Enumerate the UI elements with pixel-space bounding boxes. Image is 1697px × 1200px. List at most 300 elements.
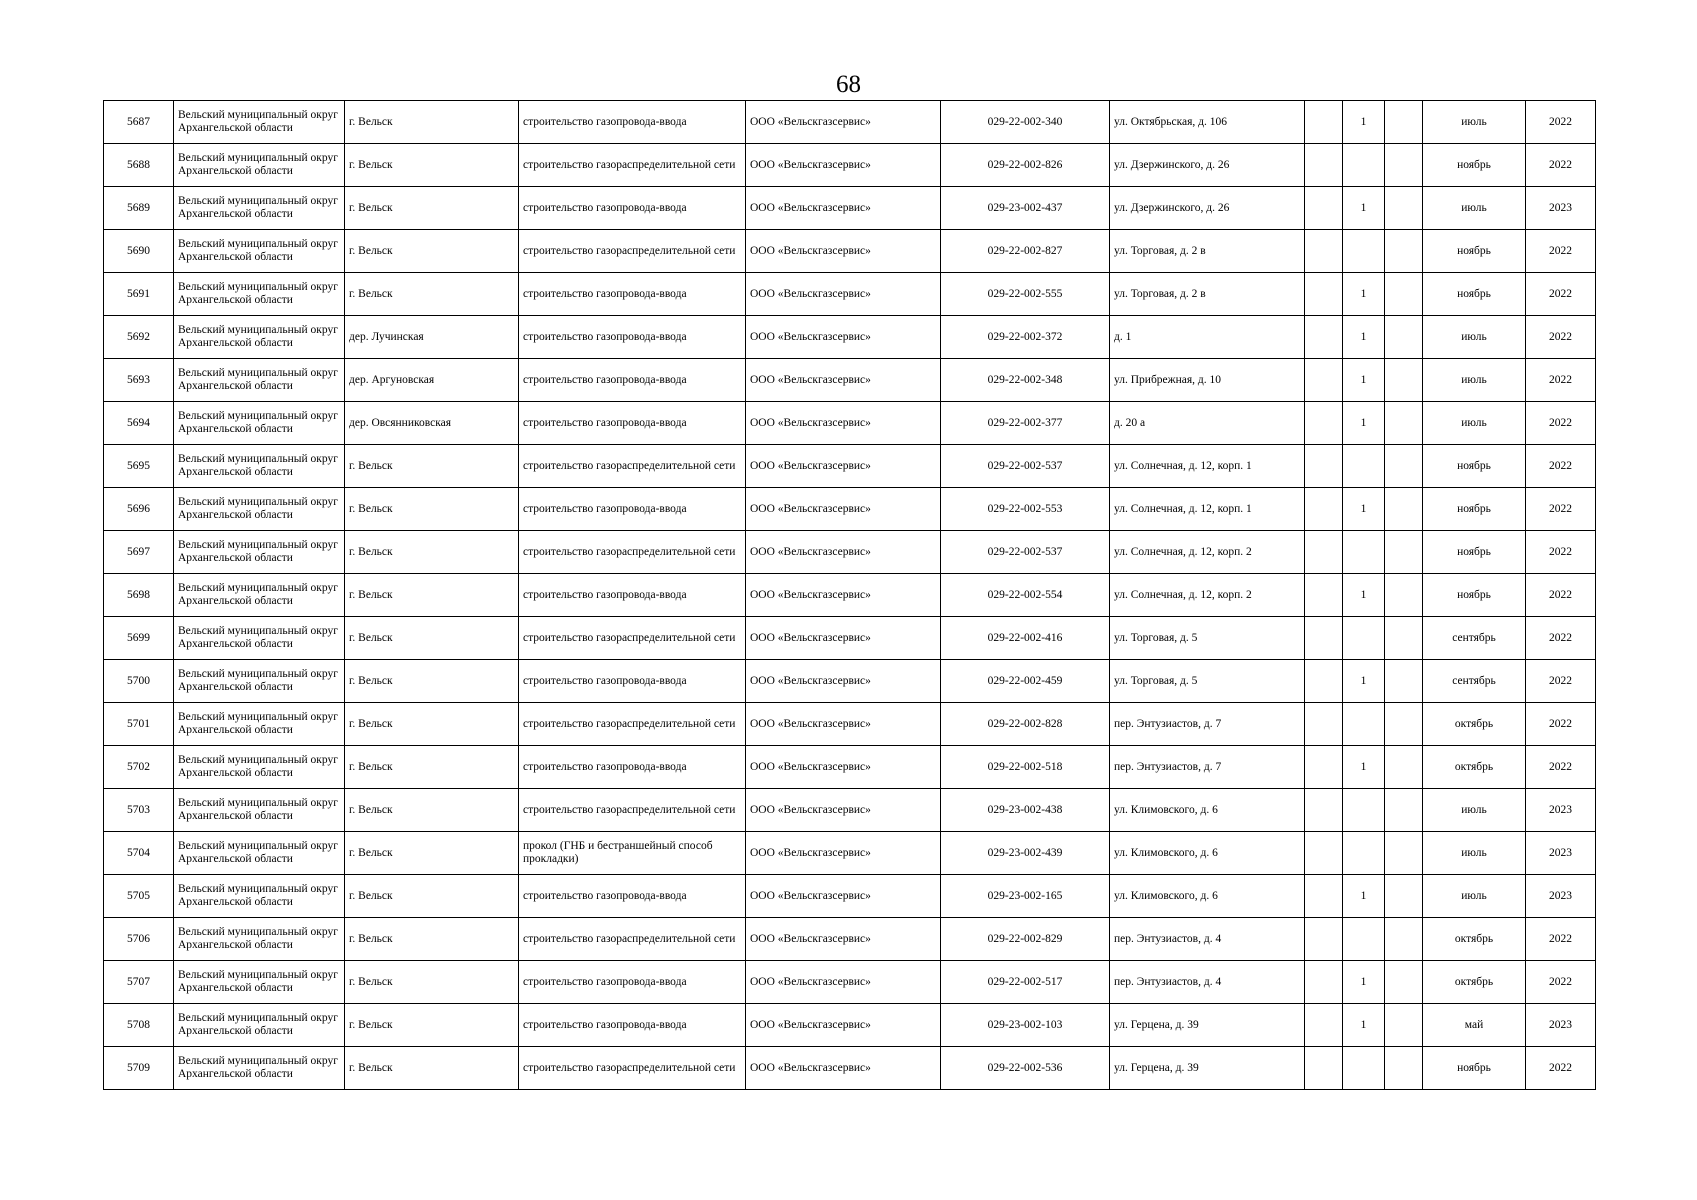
- empty-cell: [1385, 144, 1423, 187]
- table-row: [104, 488, 1596, 531]
- district-cell: Вельский муниципальный округ Архангельской области: [174, 574, 345, 617]
- district-cell: Вельский муниципальный округ Архангельской области: [174, 746, 345, 789]
- district-cell: Вельский муниципальный округ Архангельской области: [174, 1004, 345, 1047]
- object-code-cell: 029-22-002-554: [941, 574, 1110, 617]
- address-cell: ул. Солнечная, д. 12, корп. 1: [1110, 488, 1305, 531]
- address-cell: ул. Октябрьская, д. 106: [1110, 101, 1305, 144]
- work-type-cell: строительство газопровода-ввода: [519, 359, 746, 402]
- year-cell: 2022: [1526, 445, 1596, 488]
- quantity-cell: [1343, 144, 1385, 187]
- address-cell: ул. Торговая, д. 5: [1110, 617, 1305, 660]
- year-cell: 2022: [1526, 230, 1596, 273]
- empty-cell: [1305, 488, 1343, 531]
- month-cell: ноябрь: [1423, 531, 1526, 574]
- work-type-cell: строительство газопровода-ввода: [519, 875, 746, 918]
- object-code-cell: 029-22-002-827: [941, 230, 1110, 273]
- settlement-cell: г. Вельск: [345, 187, 519, 230]
- address-cell: ул. Климовского, д. 6: [1110, 789, 1305, 832]
- row-number: 5703: [104, 789, 174, 832]
- settlement-cell: г. Вельск: [345, 703, 519, 746]
- work-type-cell: строительство газопровода-ввода: [519, 402, 746, 445]
- empty-cell: [1385, 359, 1423, 402]
- year-cell: 2022: [1526, 273, 1596, 316]
- settlement-cell: г. Вельск: [345, 918, 519, 961]
- empty-cell: [1385, 875, 1423, 918]
- address-cell: ул. Торговая, д. 5: [1110, 660, 1305, 703]
- empty-cell: [1385, 316, 1423, 359]
- settlement-cell: г. Вельск: [345, 875, 519, 918]
- object-code-cell: 029-22-002-537: [941, 531, 1110, 574]
- object-code-cell: 029-22-002-372: [941, 316, 1110, 359]
- quantity-cell: 1: [1343, 187, 1385, 230]
- month-cell: ноябрь: [1423, 488, 1526, 531]
- organization-cell: ООО «Вельскгазсервис»: [746, 660, 941, 703]
- empty-cell: [1385, 445, 1423, 488]
- quantity-cell: [1343, 531, 1385, 574]
- organization-cell: ООО «Вельскгазсервис»: [746, 1004, 941, 1047]
- row-number: 5689: [104, 187, 174, 230]
- year-cell: 2022: [1526, 574, 1596, 617]
- empty-cell: [1385, 273, 1423, 316]
- address-cell: ул. Торговая, д. 2 в: [1110, 230, 1305, 273]
- organization-cell: ООО «Вельскгазсервис»: [746, 1047, 941, 1090]
- table-row: [104, 574, 1596, 617]
- empty-cell: [1305, 1004, 1343, 1047]
- work-type-cell: строительство газораспределительной сети: [519, 789, 746, 832]
- object-code-cell: 029-22-002-340: [941, 101, 1110, 144]
- row-number: 5690: [104, 230, 174, 273]
- empty-cell: [1305, 703, 1343, 746]
- registry-table: [103, 100, 1596, 1090]
- object-code-cell: 029-22-002-829: [941, 918, 1110, 961]
- month-cell: ноябрь: [1423, 445, 1526, 488]
- organization-cell: ООО «Вельскгазсервис»: [746, 875, 941, 918]
- row-number: 5692: [104, 316, 174, 359]
- row-number: 5691: [104, 273, 174, 316]
- work-type-cell: строительство газопровода-ввода: [519, 101, 746, 144]
- address-cell: ул. Климовского, д. 6: [1110, 875, 1305, 918]
- quantity-cell: [1343, 1047, 1385, 1090]
- organization-cell: ООО «Вельскгазсервис»: [746, 101, 941, 144]
- row-number: 5704: [104, 832, 174, 875]
- month-cell: ноябрь: [1423, 230, 1526, 273]
- district-cell: Вельский муниципальный округ Архангельской области: [174, 1047, 345, 1090]
- quantity-cell: 1: [1343, 574, 1385, 617]
- month-cell: ноябрь: [1423, 144, 1526, 187]
- empty-cell: [1305, 1047, 1343, 1090]
- table-row: [104, 316, 1596, 359]
- object-code-cell: 029-22-002-536: [941, 1047, 1110, 1090]
- row-number: 5693: [104, 359, 174, 402]
- year-cell: 2023: [1526, 875, 1596, 918]
- table-row: [104, 1004, 1596, 1047]
- empty-cell: [1305, 187, 1343, 230]
- quantity-cell: 1: [1343, 402, 1385, 445]
- year-cell: 2022: [1526, 488, 1596, 531]
- empty-cell: [1385, 574, 1423, 617]
- work-type-cell: строительство газопровода-ввода: [519, 961, 746, 1004]
- district-cell: Вельский муниципальный округ Архангельской области: [174, 918, 345, 961]
- organization-cell: ООО «Вельскгазсервис»: [746, 574, 941, 617]
- quantity-cell: [1343, 617, 1385, 660]
- organization-cell: ООО «Вельскгазсервис»: [746, 832, 941, 875]
- settlement-cell: г. Вельск: [345, 832, 519, 875]
- row-number: 5702: [104, 746, 174, 789]
- empty-cell: [1385, 1004, 1423, 1047]
- settlement-cell: г. Вельск: [345, 1004, 519, 1047]
- quantity-cell: 1: [1343, 660, 1385, 703]
- month-cell: май: [1423, 1004, 1526, 1047]
- address-cell: ул. Солнечная, д. 12, корп. 2: [1110, 574, 1305, 617]
- row-number: 5705: [104, 875, 174, 918]
- settlement-cell: г. Вельск: [345, 445, 519, 488]
- district-cell: Вельский муниципальный округ Архангельской области: [174, 961, 345, 1004]
- year-cell: 2022: [1526, 531, 1596, 574]
- row-number: 5709: [104, 1047, 174, 1090]
- empty-cell: [1305, 531, 1343, 574]
- quantity-cell: 1: [1343, 101, 1385, 144]
- district-cell: Вельский муниципальный округ Архангельской области: [174, 660, 345, 703]
- table-row: [104, 703, 1596, 746]
- month-cell: ноябрь: [1423, 273, 1526, 316]
- quantity-cell: 1: [1343, 875, 1385, 918]
- row-number: 5700: [104, 660, 174, 703]
- empty-cell: [1385, 703, 1423, 746]
- month-cell: июль: [1423, 875, 1526, 918]
- empty-cell: [1305, 101, 1343, 144]
- district-cell: Вельский муниципальный округ Архангельской области: [174, 789, 345, 832]
- table-row: [104, 660, 1596, 703]
- empty-cell: [1385, 531, 1423, 574]
- month-cell: июль: [1423, 316, 1526, 359]
- object-code-cell: 029-22-002-517: [941, 961, 1110, 1004]
- organization-cell: ООО «Вельскгазсервис»: [746, 961, 941, 1004]
- district-cell: Вельский муниципальный округ Архангельской области: [174, 875, 345, 918]
- organization-cell: ООО «Вельскгазсервис»: [746, 273, 941, 316]
- empty-cell: [1385, 488, 1423, 531]
- year-cell: 2022: [1526, 660, 1596, 703]
- organization-cell: ООО «Вельскгазсервис»: [746, 316, 941, 359]
- empty-cell: [1305, 574, 1343, 617]
- work-type-cell: строительство газораспределительной сети: [519, 230, 746, 273]
- year-cell: 2022: [1526, 359, 1596, 402]
- table-row: [104, 875, 1596, 918]
- table-row: [104, 531, 1596, 574]
- quantity-cell: [1343, 230, 1385, 273]
- district-cell: Вельский муниципальный округ Архангельской области: [174, 144, 345, 187]
- organization-cell: ООО «Вельскгазсервис»: [746, 789, 941, 832]
- row-number: 5698: [104, 574, 174, 617]
- address-cell: ул. Солнечная, д. 12, корп. 2: [1110, 531, 1305, 574]
- district-cell: Вельский муниципальный округ Архангельской области: [174, 445, 345, 488]
- quantity-cell: [1343, 789, 1385, 832]
- row-number: 5699: [104, 617, 174, 660]
- year-cell: 2022: [1526, 961, 1596, 1004]
- year-cell: 2022: [1526, 746, 1596, 789]
- object-code-cell: 029-22-002-377: [941, 402, 1110, 445]
- object-code-cell: 029-22-002-416: [941, 617, 1110, 660]
- month-cell: сентябрь: [1423, 660, 1526, 703]
- object-code-cell: 029-22-002-555: [941, 273, 1110, 316]
- district-cell: Вельский муниципальный округ Архангельской области: [174, 531, 345, 574]
- settlement-cell: г. Вельск: [345, 531, 519, 574]
- empty-cell: [1305, 359, 1343, 402]
- empty-cell: [1305, 230, 1343, 273]
- year-cell: 2022: [1526, 617, 1596, 660]
- work-type-cell: строительство газопровода-ввода: [519, 273, 746, 316]
- object-code-cell: 029-23-002-439: [941, 832, 1110, 875]
- district-cell: Вельский муниципальный округ Архангельской области: [174, 402, 345, 445]
- district-cell: Вельский муниципальный округ Архангельской области: [174, 316, 345, 359]
- organization-cell: ООО «Вельскгазсервис»: [746, 488, 941, 531]
- quantity-cell: [1343, 445, 1385, 488]
- organization-cell: ООО «Вельскгазсервис»: [746, 531, 941, 574]
- address-cell: пер. Энтузиастов, д. 7: [1110, 746, 1305, 789]
- empty-cell: [1385, 961, 1423, 1004]
- table-row: [104, 746, 1596, 789]
- settlement-cell: г. Вельск: [345, 961, 519, 1004]
- empty-cell: [1305, 617, 1343, 660]
- empty-cell: [1305, 273, 1343, 316]
- settlement-cell: г. Вельск: [345, 574, 519, 617]
- work-type-cell: строительство газопровода-ввода: [519, 187, 746, 230]
- table-row: [104, 402, 1596, 445]
- quantity-cell: 1: [1343, 316, 1385, 359]
- organization-cell: ООО «Вельскгазсервис»: [746, 617, 941, 660]
- settlement-cell: г. Вельск: [345, 789, 519, 832]
- settlement-cell: г. Вельск: [345, 746, 519, 789]
- table-row: [104, 144, 1596, 187]
- month-cell: июль: [1423, 187, 1526, 230]
- object-code-cell: 029-23-002-437: [941, 187, 1110, 230]
- work-type-cell: строительство газопровода-ввода: [519, 574, 746, 617]
- month-cell: июль: [1423, 402, 1526, 445]
- object-code-cell: 029-23-002-438: [941, 789, 1110, 832]
- address-cell: ул. Солнечная, д. 12, корп. 1: [1110, 445, 1305, 488]
- empty-cell: [1305, 402, 1343, 445]
- table-row: [104, 961, 1596, 1004]
- quantity-cell: [1343, 918, 1385, 961]
- month-cell: июль: [1423, 101, 1526, 144]
- address-cell: ул. Дзержинского, д. 26: [1110, 187, 1305, 230]
- organization-cell: ООО «Вельскгазсервис»: [746, 918, 941, 961]
- organization-cell: ООО «Вельскгазсервис»: [746, 402, 941, 445]
- table-row: [104, 359, 1596, 402]
- table-row: [104, 617, 1596, 660]
- empty-cell: [1385, 832, 1423, 875]
- district-cell: Вельский муниципальный округ Архангельской области: [174, 488, 345, 531]
- object-code-cell: 029-22-002-459: [941, 660, 1110, 703]
- district-cell: Вельский муниципальный округ Архангельской области: [174, 187, 345, 230]
- row-number: 5696: [104, 488, 174, 531]
- work-type-cell: строительство газопровода-ввода: [519, 660, 746, 703]
- table-row: [104, 445, 1596, 488]
- settlement-cell: дер. Лучинская: [345, 316, 519, 359]
- empty-cell: [1305, 918, 1343, 961]
- organization-cell: ООО «Вельскгазсервис»: [746, 230, 941, 273]
- year-cell: 2022: [1526, 316, 1596, 359]
- table-row: [104, 789, 1596, 832]
- table-row: [104, 101, 1596, 144]
- object-code-cell: 029-22-002-553: [941, 488, 1110, 531]
- quantity-cell: 1: [1343, 359, 1385, 402]
- organization-cell: ООО «Вельскгазсервис»: [746, 187, 941, 230]
- year-cell: 2022: [1526, 144, 1596, 187]
- table-body: [104, 101, 1596, 1090]
- year-cell: 2022: [1526, 1047, 1596, 1090]
- empty-cell: [1305, 316, 1343, 359]
- address-cell: ул. Торговая, д. 2 в: [1110, 273, 1305, 316]
- settlement-cell: г. Вельск: [345, 660, 519, 703]
- quantity-cell: 1: [1343, 1004, 1385, 1047]
- quantity-cell: 1: [1343, 746, 1385, 789]
- work-type-cell: строительство газораспределительной сети: [519, 445, 746, 488]
- empty-cell: [1385, 402, 1423, 445]
- year-cell: 2023: [1526, 789, 1596, 832]
- year-cell: 2023: [1526, 832, 1596, 875]
- organization-cell: ООО «Вельскгазсервис»: [746, 359, 941, 402]
- quantity-cell: 1: [1343, 961, 1385, 1004]
- work-type-cell: строительство газораспределительной сети: [519, 617, 746, 660]
- address-cell: д. 20 а: [1110, 402, 1305, 445]
- year-cell: 2022: [1526, 703, 1596, 746]
- address-cell: ул. Климовского, д. 6: [1110, 832, 1305, 875]
- organization-cell: ООО «Вельскгазсервис»: [746, 746, 941, 789]
- table-row: [104, 187, 1596, 230]
- empty-cell: [1305, 875, 1343, 918]
- address-cell: ул. Герцена, д. 39: [1110, 1047, 1305, 1090]
- work-type-cell: строительство газопровода-ввода: [519, 746, 746, 789]
- table-row: [104, 918, 1596, 961]
- settlement-cell: г. Вельск: [345, 144, 519, 187]
- table-row: [104, 1047, 1596, 1090]
- empty-cell: [1305, 746, 1343, 789]
- year-cell: 2022: [1526, 402, 1596, 445]
- work-type-cell: строительство газопровода-ввода: [519, 1004, 746, 1047]
- month-cell: октябрь: [1423, 918, 1526, 961]
- work-type-cell: прокол (ГНБ и бестраншейный способ прокладки): [519, 832, 746, 875]
- row-number: 5708: [104, 1004, 174, 1047]
- row-number: 5695: [104, 445, 174, 488]
- quantity-cell: 1: [1343, 488, 1385, 531]
- work-type-cell: строительство газопровода-ввода: [519, 316, 746, 359]
- year-cell: 2023: [1526, 1004, 1596, 1047]
- empty-cell: [1305, 144, 1343, 187]
- work-type-cell: строительство газораспределительной сети: [519, 1047, 746, 1090]
- row-number: 5706: [104, 918, 174, 961]
- empty-cell: [1305, 660, 1343, 703]
- settlement-cell: дер. Аргуновская: [345, 359, 519, 402]
- year-cell: 2022: [1526, 101, 1596, 144]
- district-cell: Вельский муниципальный округ Архангельской области: [174, 359, 345, 402]
- object-code-cell: 029-22-002-537: [941, 445, 1110, 488]
- object-code-cell: 029-22-002-518: [941, 746, 1110, 789]
- address-cell: пер. Энтузиастов, д. 7: [1110, 703, 1305, 746]
- object-code-cell: 029-22-002-348: [941, 359, 1110, 402]
- object-code-cell: 029-23-002-165: [941, 875, 1110, 918]
- empty-cell: [1305, 832, 1343, 875]
- month-cell: октябрь: [1423, 961, 1526, 1004]
- district-cell: Вельский муниципальный округ Архангельской области: [174, 832, 345, 875]
- organization-cell: ООО «Вельскгазсервис»: [746, 703, 941, 746]
- organization-cell: ООО «Вельскгазсервис»: [746, 445, 941, 488]
- row-number: 5697: [104, 531, 174, 574]
- month-cell: октябрь: [1423, 746, 1526, 789]
- empty-cell: [1385, 660, 1423, 703]
- district-cell: Вельский муниципальный округ Архангельской области: [174, 273, 345, 316]
- empty-cell: [1305, 789, 1343, 832]
- address-cell: пер. Энтузиастов, д. 4: [1110, 918, 1305, 961]
- settlement-cell: г. Вельск: [345, 230, 519, 273]
- work-type-cell: строительство газопровода-ввода: [519, 488, 746, 531]
- empty-cell: [1305, 961, 1343, 1004]
- quantity-cell: [1343, 703, 1385, 746]
- month-cell: ноябрь: [1423, 574, 1526, 617]
- page-number: 68: [836, 71, 861, 98]
- row-number: 5707: [104, 961, 174, 1004]
- settlement-cell: г. Вельск: [345, 1047, 519, 1090]
- settlement-cell: г. Вельск: [345, 617, 519, 660]
- settlement-cell: г. Вельск: [345, 273, 519, 316]
- work-type-cell: строительство газораспределительной сети: [519, 703, 746, 746]
- object-code-cell: 029-23-002-103: [941, 1004, 1110, 1047]
- settlement-cell: дер. Овсянниковская: [345, 402, 519, 445]
- empty-cell: [1385, 1047, 1423, 1090]
- row-number: 5694: [104, 402, 174, 445]
- empty-cell: [1305, 445, 1343, 488]
- row-number: 5688: [104, 144, 174, 187]
- work-type-cell: строительство газораспределительной сети: [519, 144, 746, 187]
- month-cell: июль: [1423, 789, 1526, 832]
- settlement-cell: г. Вельск: [345, 101, 519, 144]
- month-cell: сентябрь: [1423, 617, 1526, 660]
- month-cell: июль: [1423, 359, 1526, 402]
- empty-cell: [1385, 230, 1423, 273]
- empty-cell: [1385, 187, 1423, 230]
- quantity-cell: 1: [1343, 273, 1385, 316]
- work-type-cell: строительство газораспределительной сети: [519, 918, 746, 961]
- district-cell: Вельский муниципальный округ Архангельской области: [174, 230, 345, 273]
- work-type-cell: строительство газораспределительной сети: [519, 531, 746, 574]
- row-number: 5687: [104, 101, 174, 144]
- district-cell: Вельский муниципальный округ Архангельской области: [174, 617, 345, 660]
- organization-cell: ООО «Вельскгазсервис»: [746, 144, 941, 187]
- empty-cell: [1385, 918, 1423, 961]
- address-cell: ул. Герцена, д. 39: [1110, 1004, 1305, 1047]
- year-cell: 2022: [1526, 918, 1596, 961]
- object-code-cell: 029-22-002-826: [941, 144, 1110, 187]
- year-cell: 2023: [1526, 187, 1596, 230]
- settlement-cell: г. Вельск: [345, 488, 519, 531]
- empty-cell: [1385, 746, 1423, 789]
- address-cell: ул. Дзержинского, д. 26: [1110, 144, 1305, 187]
- month-cell: ноябрь: [1423, 1047, 1526, 1090]
- district-cell: Вельский муниципальный округ Архангельской области: [174, 101, 345, 144]
- address-cell: д. 1: [1110, 316, 1305, 359]
- empty-cell: [1385, 617, 1423, 660]
- quantity-cell: [1343, 832, 1385, 875]
- table-row: [104, 273, 1596, 316]
- empty-cell: [1385, 789, 1423, 832]
- month-cell: июль: [1423, 832, 1526, 875]
- object-code-cell: 029-22-002-828: [941, 703, 1110, 746]
- address-cell: пер. Энтузиастов, д. 4: [1110, 961, 1305, 1004]
- table-row: [104, 832, 1596, 875]
- district-cell: Вельский муниципальный округ Архангельской области: [174, 703, 345, 746]
- table-row: [104, 230, 1596, 273]
- month-cell: октябрь: [1423, 703, 1526, 746]
- empty-cell: [1385, 101, 1423, 144]
